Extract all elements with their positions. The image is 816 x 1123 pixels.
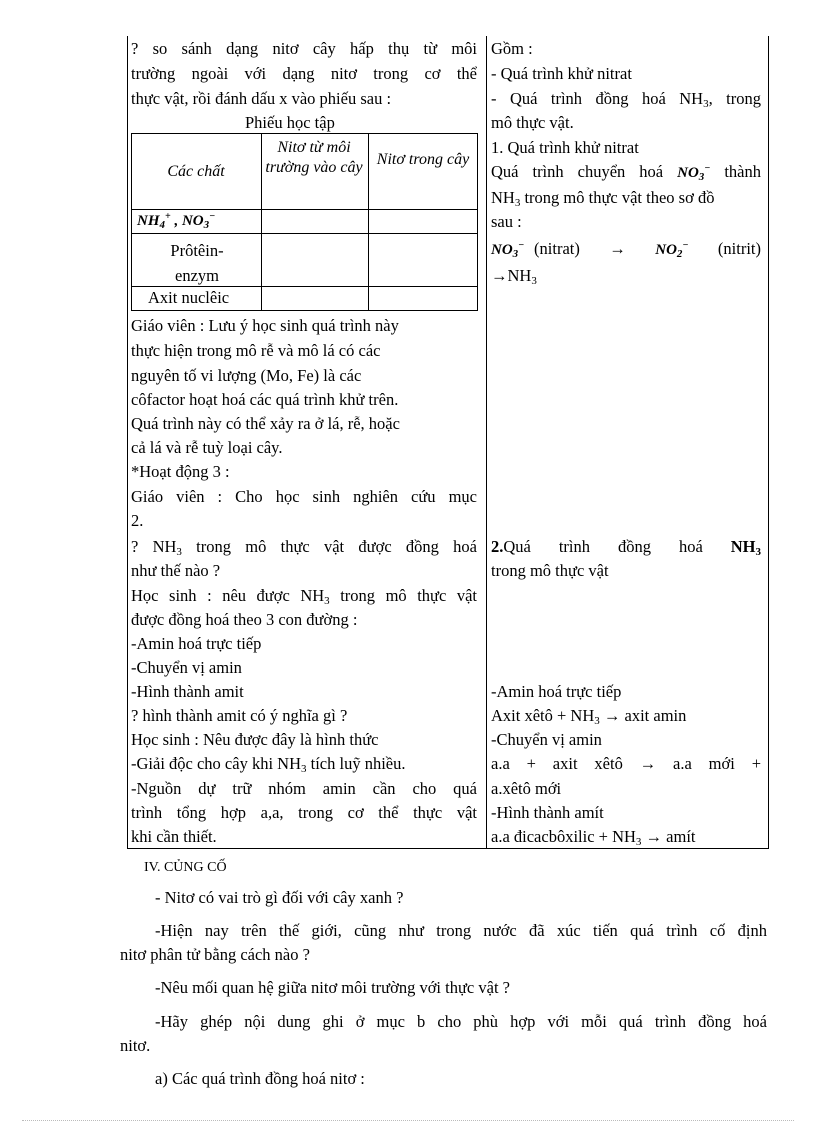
page-bottom-dotted-rule xyxy=(22,1120,794,1121)
summary-heading: IV. CỦNG CỐ xyxy=(144,860,227,875)
reserve-line-1: -Nguồn dự trữ nhóm amin cần cho quá xyxy=(131,779,477,798)
worksheet-title: Phiếu học tập xyxy=(245,113,335,132)
question-nh3-line-2: như thế nào ? xyxy=(131,561,221,580)
teacher-note-line-5: Quá trình này có thể xảy ra ở lá, rễ, hoặc xyxy=(131,414,400,433)
reserve-line-3: khi cần thiết. xyxy=(131,827,217,846)
reaction-transamination-line-1: a.a + axit xêtô → a.a mới + xyxy=(491,754,761,773)
summary-question-1: - Nitơ có vai trò gì đối với cây xanh ? xyxy=(155,888,404,907)
summary-question-4-line-1: -Hãy ghép nội dung ghi ở mục b cho phù hợp với mỗi quá trình đồng hoá xyxy=(155,1012,767,1031)
process-nitrate-reduction: - Quá trình khử nitrat xyxy=(491,64,632,83)
reserve-line-2: trình tổng hợp a,a, trong cơ thể thực vật xyxy=(131,803,477,822)
question-nh3-line-1: ? $NH_3$ trong mô thực vật được đồng hoá xyxy=(131,537,477,558)
reaction-ketoacid-nh3: Axit xêtô + $NH_3$ → axit amin xyxy=(491,706,687,727)
process-nh3-assimilation-line-2: mô thực vật. xyxy=(491,113,574,132)
table-right-border xyxy=(768,36,769,849)
question-compare-line-2: trường ngoài với dạng nitơ trong cơ thể xyxy=(131,64,477,83)
route-transamination: -Chuyển vị amin xyxy=(131,658,242,677)
route-amide-formation: -Hình thành amit xyxy=(131,682,244,701)
student-answer-line-1: Học sinh : nêu được $NH_3$ trong mô thực vật xyxy=(131,586,477,607)
teacher-note-line-6: cả lá và rễ tuỳ loại cây. xyxy=(131,438,283,457)
nitrate-scheme-line-2: $\to NH_3$ xyxy=(491,266,537,287)
reaction-amide: a.a đicacbôxilic + $NH_3$ → amít xyxy=(491,827,696,848)
nitrate-scheme-line-1: $NO_3^-$ (nitrat) → $NO_2^-$ (nitrit) xyxy=(491,239,761,260)
detox-line: -Giải độc cho cây khi $NH_3$ tích luỹ nhiều. xyxy=(131,754,406,775)
includes-label: Gồm : xyxy=(491,39,533,58)
teacher-note-line-1: Giáo viên : Lưu ý học sinh quá trình này xyxy=(131,316,399,335)
nitrate-section-title: 1. Quá trình khử nitrat xyxy=(491,138,639,157)
nitrate-text-line-3: sau : xyxy=(491,212,522,231)
summary-question-3: -Nêu mối quan hệ giữa nitơ môi trường với thực vật ? xyxy=(155,978,510,997)
step-transamination: -Chuyển vị amin xyxy=(491,730,602,749)
summary-item-a: a) Các quá trình đồng hoá nitơ : xyxy=(155,1069,365,1088)
table-middle-border xyxy=(486,36,487,849)
worksheet-row-nucleic: Axit nuclêic xyxy=(148,288,230,307)
question-compare-line-1: ? so sánh dạng nitơ cây hấp thụ từ môi xyxy=(131,39,477,58)
teacher-note-line-4: côfactor hoạt hoá các quá trình khử trên. xyxy=(131,390,399,409)
teacher-note-line-3: nguyên tố vi lượng (Mo, Fe) là các xyxy=(131,366,362,385)
assimilation-title-line-1: 2.Quá trình đồng hoá $NH_3$ xyxy=(491,537,762,558)
activity-3: *Hoạt động 3 : xyxy=(131,462,230,481)
step-amide-formation: -Hình thành amít xyxy=(491,803,604,822)
student-answer-line-2: được đồng hoá theo 3 con đường : xyxy=(131,610,358,629)
process-nh3-assimilation-line-1: - Quá trình đồng hoá $NH_3$, trong xyxy=(491,89,761,110)
summary-question-2-line-1: -Hiện nay trên thế giới, cũng như trong nước đã xúc tiến quá trình cố định xyxy=(155,921,767,940)
summary-question-4-line-2: nitơ. xyxy=(120,1036,151,1055)
worksheet-row-ions: $NH_4^+$ , $NO_3^-$ xyxy=(137,211,216,231)
question-compare-line-3: thực vật, rồi đánh dấu x vào phiếu sau : xyxy=(131,89,392,108)
assimilation-title-line-2: trong mô thực vật xyxy=(491,561,609,580)
worksheet-row-protein: Prôtêin-enzym xyxy=(170,241,224,285)
worksheet-header-plant-nitrogen: Nitơ trong cây xyxy=(376,151,470,168)
nitrate-text-line-2: $NH_3$ trong mô thực vật theo sơ đồ xyxy=(491,188,715,209)
teacher-instruction-line-2: 2. xyxy=(131,511,144,530)
teacher-note-line-2: thực hiện trong mô rễ và mô lá có các xyxy=(131,341,381,360)
worksheet-header-env-nitrogen: Nitơ từ môi trường vào cây xyxy=(265,139,363,176)
reaction-transamination-line-2: a.xêtô mới xyxy=(491,779,562,798)
worksheet-header-substances: Các chất xyxy=(167,163,225,180)
route-direct-amination: -Amin hoá trực tiếp xyxy=(131,634,262,653)
table-left-border xyxy=(127,36,128,849)
student-answer-2-line-1: Học sinh : Nêu được đây là hình thức xyxy=(131,730,379,749)
teacher-instruction-line-1: Giáo viên : Cho học sinh nghiên cứu mục xyxy=(131,487,477,506)
nitrate-text-line-1: Quá trình chuyển hoá $NO_3^-$ thành xyxy=(491,162,761,183)
table-bottom-border xyxy=(127,848,769,849)
summary-question-2-line-2: nitơ phân tử bằng cách nào ? xyxy=(120,945,310,964)
step-direct-amination: -Amin hoá trực tiếp xyxy=(491,682,622,701)
question-amide-meaning: ? hình thành amit có ý nghĩa gì ? xyxy=(131,706,348,725)
